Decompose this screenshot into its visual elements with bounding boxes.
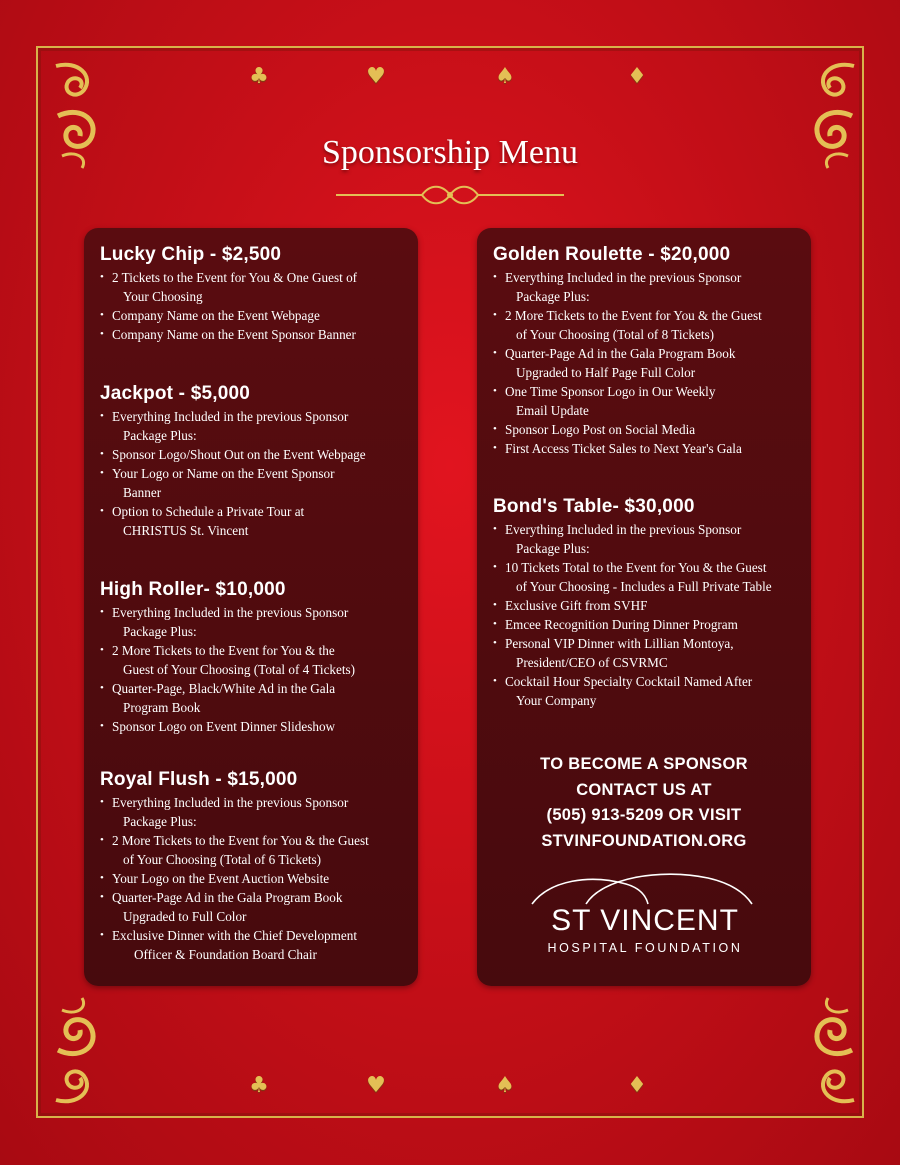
list-item: • Everything Included in the previous Sponsor Package Plus: bbox=[493, 520, 797, 558]
list-item: • Company Name on the Event Webpage bbox=[100, 306, 404, 325]
package-title: Jackpot - $5,000 bbox=[100, 383, 251, 404]
list-item: • Cocktail Hour Specialty Cocktail Named After Your Company bbox=[493, 672, 797, 710]
logo-name: ST VINCENT bbox=[551, 904, 739, 937]
contact-line: CONTACT US AT bbox=[576, 780, 712, 799]
page-title: Sponsorship Menu bbox=[322, 134, 578, 171]
list-item: • Company Name on the Event Sponsor Banner bbox=[100, 325, 404, 344]
list-item: • Your Logo on the Event Auction Website bbox=[100, 869, 404, 888]
package-title: Golden Roulette - $20,000 bbox=[493, 244, 731, 265]
club-icon: ♣ bbox=[249, 1073, 269, 1098]
list-item: • Sponsor Logo/Shout Out on the Event Webpage bbox=[100, 445, 404, 464]
club-icon: ♣ bbox=[249, 64, 269, 89]
list-item: • Exclusive Gift from SVHF bbox=[493, 596, 797, 615]
spade-icon: ♠ bbox=[495, 64, 515, 89]
title-divider-ornament bbox=[330, 178, 570, 212]
left-packages-panel bbox=[84, 228, 418, 986]
list-item: • First Access Ticket Sales to Next Year's Gala bbox=[493, 439, 797, 458]
contact-line: TO BECOME A SPONSOR bbox=[540, 755, 748, 773]
heart-icon: ♥ bbox=[366, 1073, 386, 1098]
list-item: • Your Logo or Name on the Event Sponsor Banner bbox=[100, 464, 404, 502]
spade-icon: ♠ bbox=[495, 1073, 515, 1098]
list-item: • Quarter-Page Ad in the Gala Program Book Upgraded to Full Color bbox=[100, 888, 404, 926]
package-title: Bond's Table- $30,000 bbox=[493, 496, 695, 517]
list-item: • 2 More Tickets to the Event for You & the Guest of Your Choosing (Total of 6 Tickets) bbox=[100, 831, 404, 869]
contact-block bbox=[477, 752, 811, 854]
list-item: • Exclusive Dinner with the Chief Development Officer & Foundation Board Chair bbox=[100, 926, 404, 964]
list-item: • Quarter-Page Ad in the Gala Program Book Upgraded to Half Page Full Color bbox=[493, 344, 797, 382]
list-item: • Everything Included in the previous Sponsor Package Plus: bbox=[100, 793, 404, 831]
package-title: High Roller- $10,000 bbox=[100, 579, 286, 600]
list-item: • Quarter-Page, Black/White Ad in the Gala Program Book bbox=[100, 679, 404, 717]
package-royal-flush bbox=[100, 769, 404, 964]
list-item: • Everything Included in the previous Sponsor Package Plus: bbox=[100, 407, 404, 445]
contact-phone: (505) 913-5209 OR VISIT bbox=[546, 806, 742, 824]
list-item: • 10 Tickets Total to the Event for You & the Guest of Your Choosing - Includes a Full Private Table bbox=[493, 558, 797, 596]
diamond-icon: ♦ bbox=[627, 1073, 647, 1098]
package-title: Lucky Chip - $2,500 bbox=[100, 244, 282, 265]
logo-subtitle: HOSPITAL FOUNDATION bbox=[547, 941, 743, 955]
package-high-roller bbox=[100, 579, 404, 736]
package-bonds-table bbox=[493, 496, 797, 710]
list-item: • Everything Included in the previous Sponsor Package Plus: bbox=[493, 268, 797, 306]
top-suits-row bbox=[0, 64, 900, 94]
bottom-suits-row bbox=[0, 1073, 900, 1103]
st-vincent-logo bbox=[530, 870, 760, 960]
diamond-icon: ♦ bbox=[627, 64, 647, 89]
list-item: • Sponsor Logo Post on Social Media bbox=[493, 420, 797, 439]
package-jackpot bbox=[100, 383, 404, 540]
package-lucky-chip bbox=[100, 244, 404, 344]
list-item: • 2 More Tickets to the Event for You & the Guest of Your Choosing (Total of 8 Tickets) bbox=[493, 306, 797, 344]
list-item: • One Time Sponsor Logo in Our Weekly Email Update bbox=[493, 382, 797, 420]
contact-website-link[interactable]: STVINFOUNDATION.ORG bbox=[541, 831, 747, 850]
list-item: • Everything Included in the previous Sponsor Package Plus: bbox=[100, 603, 404, 641]
package-golden-roulette bbox=[493, 244, 797, 458]
package-title: Royal Flush - $15,000 bbox=[100, 769, 298, 790]
list-item: • 2 Tickets to the Event for You & One Guest of Your Choosing bbox=[100, 268, 404, 306]
list-item: • Sponsor Logo on Event Dinner Slideshow bbox=[100, 717, 404, 736]
list-item: • Option to Schedule a Private Tour at CHRISTUS St. Vincent bbox=[100, 502, 404, 540]
list-item: • 2 More Tickets to the Event for You & the Guest of Your Choosing (Total of 4 Tickets) bbox=[100, 641, 404, 679]
list-item: • Personal VIP Dinner with Lillian Montoya, President/CEO of CSVRMC bbox=[493, 634, 797, 672]
heart-icon: ♥ bbox=[366, 64, 386, 89]
list-item: • Emcee Recognition During Dinner Program bbox=[493, 615, 797, 634]
